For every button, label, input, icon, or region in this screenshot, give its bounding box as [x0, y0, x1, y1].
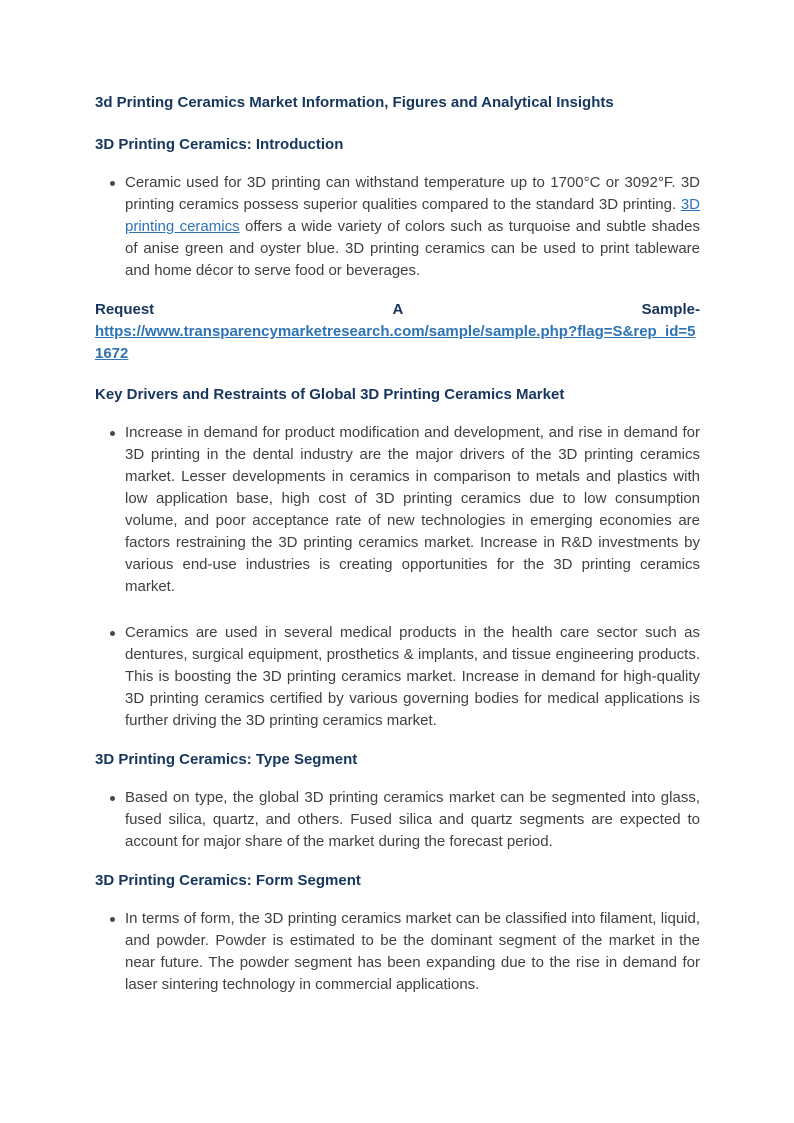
- form-segment-bullet-list: [95, 908, 700, 996]
- introduction-bullet-list: [95, 172, 700, 282]
- heading-type-segment: 3D Printing Ceramics: Type Segment: [95, 751, 358, 768]
- inline-link-3d-printing-ceramics[interactable]: 3D printing ceramics: [125, 196, 700, 235]
- request-word: A: [392, 301, 404, 318]
- request-word: Request: [95, 301, 155, 318]
- drivers-bullet-list: [95, 422, 700, 732]
- request-word: Sample-: [641, 301, 700, 318]
- intro-bullet-text-after: offers a wide variety of colors such as turquoise and subtle shades of anise green and oyster blue. 3D printing ceramics can be used to print tableware and home décor to serve food or beverages.: [125, 218, 700, 279]
- intro-bullet-text-before: Ceramic used for 3D printing can withstand temperature up to 1700°C or 3092°F. 3D printing ceramics possess superior qualities compared to the standard 3D printing.: [125, 174, 700, 213]
- request-sample-paragraph: [95, 299, 700, 365]
- list-item: Based on type, the global 3D printing ceramics market can be segmented into glass, fused silica, quartz, and others. Fused silica and quartz segments are expected to account for major share of the market during the forecast period.: [95, 787, 700, 853]
- heading-key-drivers: Key Drivers and Restraints of Global 3D Printing Ceramics Market: [95, 386, 565, 403]
- list-item: Ceramics are used in several medical products in the health care sector such as dentures, surgical equipment, prosthetics & implants, and tissue engineering products. This is boosting the 3D printing ceramics market. Increase in demand for high-quality 3D printing ceramics certified by various governing bodies for medical applications is further driving the 3D printing ceramics market.: [95, 622, 700, 732]
- heading-form-segment: 3D Printing Ceramics: Form Segment: [95, 872, 361, 889]
- heading-introduction: 3D Printing Ceramics: Introduction: [95, 136, 344, 153]
- list-item: [95, 172, 700, 282]
- sample-request-url-link[interactable]: https://www.transparencymarketresearch.com/sample/sample.php?flag=S&rep_id=51672: [95, 323, 696, 362]
- list-item: In terms of form, the 3D printing ceramics market can be classified into filament, liquid, and powder. Powder is estimated to be the dominant segment of the market in the near future. The powder segment has been expanding due to the rise in demand for laser sintering technology in commercial applications.: [95, 908, 700, 996]
- document-title: 3d Printing Ceramics Market Information, Figures and Analytical Insights: [95, 94, 614, 111]
- list-item: Increase in demand for product modification and development, and rise in demand for 3D printing in the dental industry are the major drivers of the 3D printing ceramics market. Lesser developments in ceramics in comparison to metals and plastics with low application base, high cost of 3D printing ceramics due to low consumption volume, and poor acceptance rate of new technologies in emerging economies are factors restraining the 3D printing ceramics market. Increase in R&D investments by various end-use industries is creating opportunities for the 3D printing ceramics market.: [95, 422, 700, 598]
- request-sample-line: [95, 299, 700, 321]
- type-segment-bullet-list: [95, 787, 700, 853]
